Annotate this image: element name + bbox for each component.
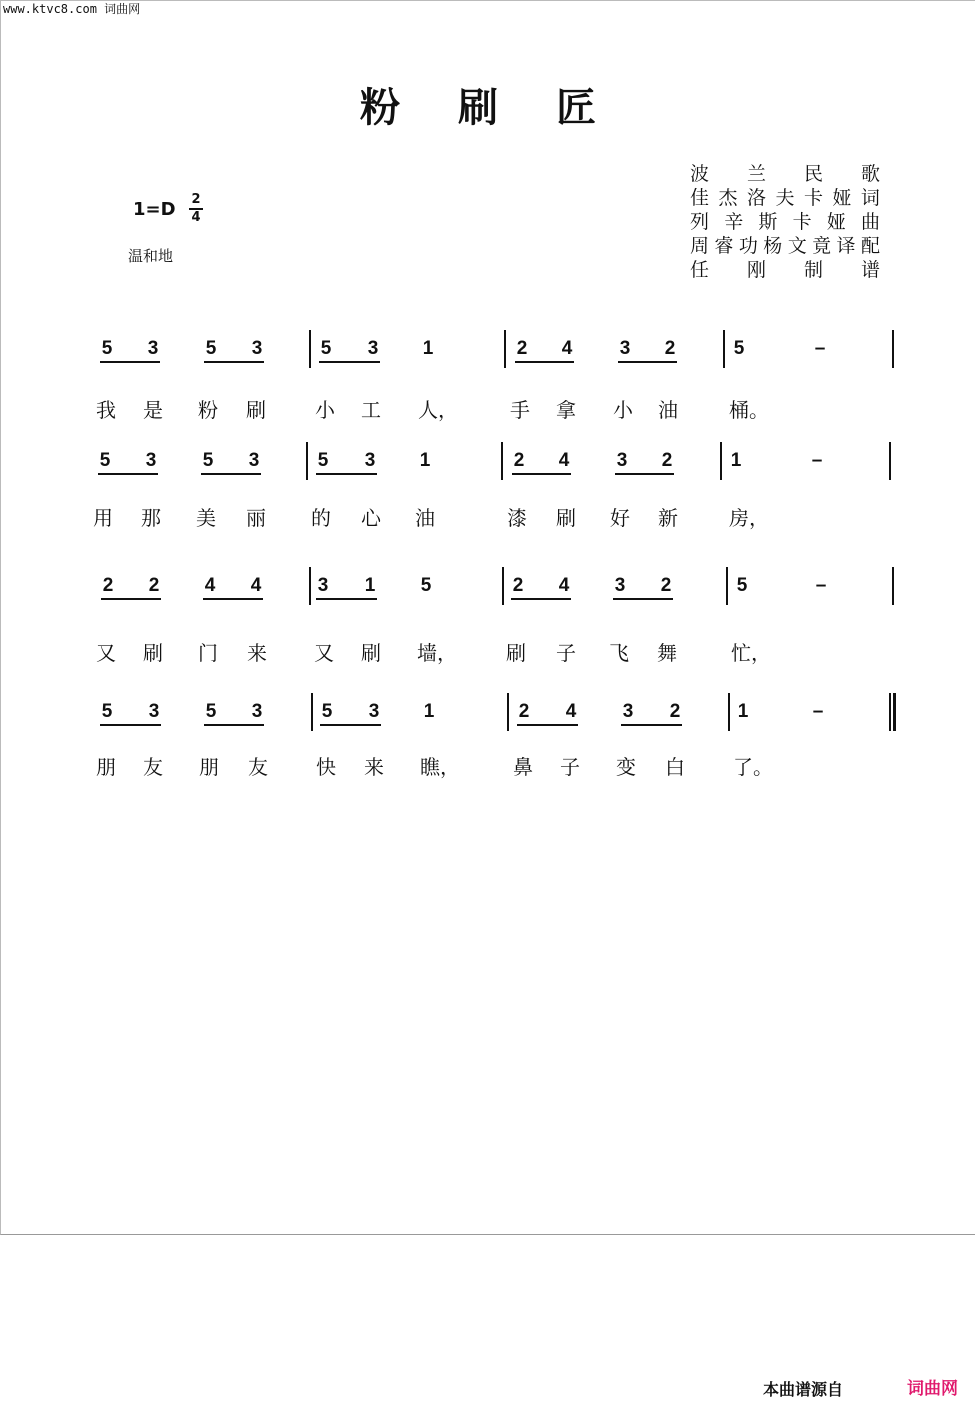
note: 1	[419, 450, 431, 471]
note: 2	[661, 450, 673, 471]
note: 1	[737, 701, 749, 722]
lyric-syllable: 刷	[246, 398, 266, 422]
barline	[728, 693, 730, 731]
note: 3	[145, 450, 157, 471]
barline	[309, 567, 311, 605]
note: 4	[250, 575, 262, 596]
lyric-syllable: 墙，	[417, 641, 457, 665]
eighth-beam	[316, 598, 377, 600]
note: 3	[619, 338, 631, 359]
lyric-syllable: 刷	[556, 506, 576, 530]
lyric-syllable: 油	[415, 506, 435, 530]
lyric-syllable: 拿	[556, 398, 576, 422]
note: 4	[561, 338, 573, 359]
footer-source-label: 本曲谱源自	[763, 1380, 844, 1399]
eighth-beam	[204, 361, 264, 363]
lyric-syllable: 来	[247, 641, 267, 665]
lyric-syllable: 子	[556, 641, 576, 665]
lyric-syllable: 用	[93, 506, 113, 530]
final-barline	[889, 693, 891, 731]
credit-composer: 列 辛 斯 卡 娅 曲	[690, 211, 880, 233]
lyric-syllable: 工	[361, 398, 381, 422]
note: 3	[614, 575, 626, 596]
lyric-syllable: 刷	[361, 641, 381, 665]
lyric-syllable: 门	[198, 641, 218, 665]
lyric-syllable: 是	[143, 398, 163, 422]
lyric-syllable: 桶。	[729, 398, 769, 422]
eighth-beam	[320, 724, 381, 726]
eighth-beam	[98, 473, 158, 475]
note: 5	[205, 701, 217, 722]
note: 2	[148, 575, 160, 596]
lyric-syllable: 人，	[418, 398, 458, 422]
credits-block	[690, 162, 880, 282]
song-title: 粉刷匠	[360, 84, 654, 131]
note: 1	[422, 338, 434, 359]
eighth-beam	[204, 724, 264, 726]
note: 3	[622, 701, 634, 722]
eighth-beam	[100, 361, 160, 363]
note: 5	[320, 338, 332, 359]
eighth-beam	[201, 473, 261, 475]
lyric-syllable: 快	[316, 755, 336, 779]
barline	[504, 330, 506, 368]
note: 2	[669, 701, 681, 722]
note: 1	[364, 575, 376, 596]
barline	[889, 442, 891, 480]
lyric-syllable: 的	[311, 506, 331, 530]
tempo-marking: 温和地	[128, 247, 174, 265]
barline	[720, 442, 722, 480]
lyric-syllable: 又	[96, 641, 116, 665]
lyric-syllable: 粉	[198, 398, 218, 422]
credit-engraver: 任 刚 制 谱	[690, 259, 880, 281]
credit-origin: 波 兰 民 歌	[690, 163, 880, 185]
eighth-beam	[511, 598, 571, 600]
hold-dash: –	[814, 338, 826, 359]
lyric-syllable: 刷	[143, 641, 163, 665]
barline	[892, 567, 894, 605]
lyric-syllable: 变	[616, 755, 636, 779]
eighth-beam	[203, 598, 263, 600]
note: 1	[730, 450, 742, 471]
note: 5	[202, 450, 214, 471]
note: 5	[733, 338, 745, 359]
eighth-beam	[512, 473, 571, 475]
barline	[507, 693, 509, 731]
time-signature-bottom: 4	[191, 210, 201, 225]
lyric-syllable: 新	[658, 506, 678, 530]
lyric-syllable: 油	[658, 398, 678, 422]
lyric-syllable: 瞧，	[420, 755, 460, 779]
lyric-syllable: 子	[560, 755, 580, 779]
lyric-syllable: 朋	[96, 755, 116, 779]
note: 2	[513, 450, 525, 471]
lyric-syllable: 小	[613, 398, 633, 422]
eighth-beam	[517, 724, 578, 726]
note: 3	[251, 701, 263, 722]
note: 2	[512, 575, 524, 596]
credit-translator: 周 睿 功 杨 文 竟 译 配	[690, 235, 880, 257]
note: 5	[321, 701, 333, 722]
note: 5	[736, 575, 748, 596]
final-barline	[893, 693, 896, 731]
eighth-beam	[613, 598, 673, 600]
note: 4	[204, 575, 216, 596]
lyric-syllable: 丽	[246, 506, 266, 530]
note: 2	[102, 575, 114, 596]
hold-dash: –	[815, 575, 827, 596]
eighth-beam	[515, 361, 574, 363]
note: 5	[205, 338, 217, 359]
note: 1	[423, 701, 435, 722]
footer-site-logo[interactable]: 词曲网	[907, 1379, 958, 1399]
note: 4	[565, 701, 577, 722]
lyric-syllable: 又	[314, 641, 334, 665]
eighth-beam	[618, 361, 677, 363]
time-signature	[189, 193, 203, 225]
note: 5	[99, 450, 111, 471]
key-signature: 1=D	[133, 199, 176, 220]
note: 3	[148, 701, 160, 722]
note: 5	[101, 701, 113, 722]
lyric-syllable: 手	[510, 398, 530, 422]
barline	[309, 330, 311, 368]
note: 5	[101, 338, 113, 359]
barline	[726, 567, 728, 605]
lyric-syllable: 舞	[657, 641, 677, 665]
lyric-syllable: 漆	[507, 506, 527, 530]
site-watermark: www.ktvc8.com 词曲网	[3, 2, 141, 16]
note: 2	[660, 575, 672, 596]
note: 2	[664, 338, 676, 359]
note: 2	[518, 701, 530, 722]
note: 5	[317, 450, 329, 471]
barline	[306, 442, 308, 480]
note: 2	[516, 338, 528, 359]
hold-dash: –	[812, 701, 824, 722]
barline	[892, 330, 894, 368]
time-signature-top: 2	[191, 192, 201, 207]
note: 3	[147, 338, 159, 359]
lyric-syllable: 我	[96, 398, 116, 422]
eighth-beam	[615, 473, 674, 475]
note: 3	[317, 575, 329, 596]
lyric-syllable: 朋	[199, 755, 219, 779]
eighth-beam	[100, 724, 161, 726]
lyric-syllable: 来	[364, 755, 384, 779]
eighth-beam	[319, 361, 380, 363]
eighth-beam	[101, 598, 161, 600]
note: 5	[420, 575, 432, 596]
lyric-syllable: 刷	[506, 641, 526, 665]
barline	[501, 442, 503, 480]
note: 3	[616, 450, 628, 471]
note: 3	[368, 701, 380, 722]
lyric-syllable: 白	[665, 755, 685, 779]
note: 4	[558, 575, 570, 596]
lyric-syllable: 那	[141, 506, 161, 530]
note: 3	[248, 450, 260, 471]
note: 3	[251, 338, 263, 359]
lyric-syllable: 美	[196, 506, 216, 530]
lyric-syllable: 了。	[733, 755, 773, 779]
note: 3	[364, 450, 376, 471]
credit-lyricist: 佳 杰 洛 夫 卡 娅 词	[690, 187, 880, 209]
lyric-syllable: 房，	[729, 506, 769, 530]
barline	[311, 693, 313, 731]
lyric-syllable: 忙，	[731, 641, 771, 665]
lyric-syllable: 友	[143, 755, 163, 779]
barline	[502, 567, 504, 605]
eighth-beam	[316, 473, 377, 475]
lyric-syllable: 友	[248, 755, 268, 779]
note: 4	[558, 450, 570, 471]
barline	[723, 330, 725, 368]
eighth-beam	[621, 724, 682, 726]
lyric-syllable: 鼻	[513, 755, 533, 779]
lyric-syllable: 飞	[609, 641, 629, 665]
hold-dash: –	[811, 450, 823, 471]
lyric-syllable: 心	[361, 506, 381, 530]
note: 3	[367, 338, 379, 359]
lyric-syllable: 好	[610, 506, 630, 530]
lyric-syllable: 小	[315, 398, 335, 422]
